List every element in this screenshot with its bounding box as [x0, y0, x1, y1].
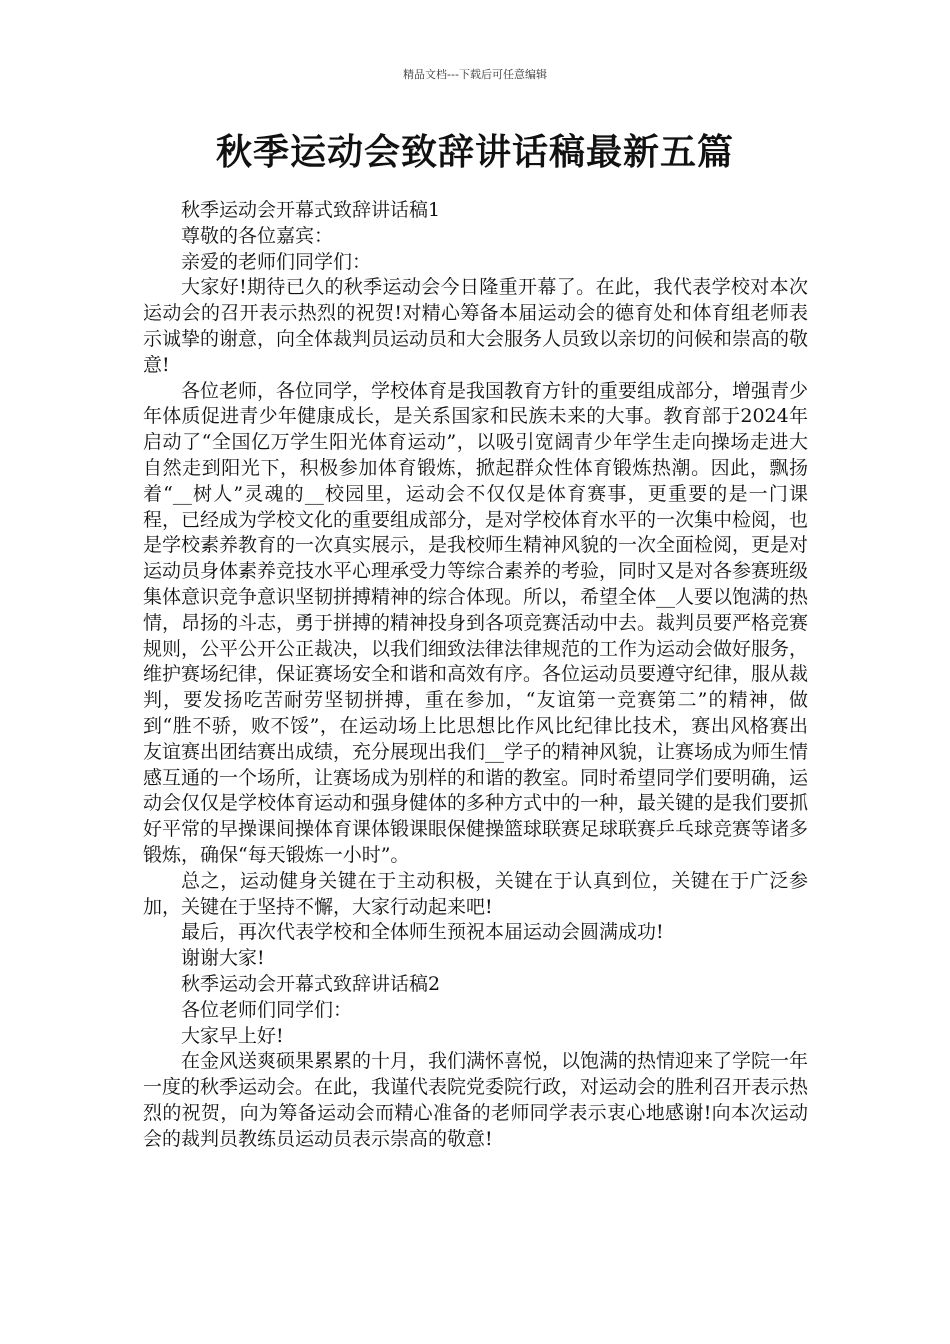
- body-paragraph: 大家好!期待已久的秋季运动会今日隆重开幕了。在此，我代表学校对本次运动会的召开表示热烈的祝贺!对精心筹备本届运动会的德育处和体育组老师表示诚挚的谢意，向全体裁判员运动员和大会服务人员致以亲切的问候和崇高的敬意!: [143, 276, 809, 376]
- body-paragraph: 最后，再次代表学校和全体师生预祝本届运动会圆满成功!: [181, 921, 664, 944]
- salutation-teachers-students: 亲爱的老师们同学们：: [181, 250, 372, 273]
- body-paragraph: 总之，运动健身关键在于主动积极，关键在于认真到位，关键在于广泛参加，关键在于坚持不懈，大家行动起来吧!: [143, 869, 808, 918]
- greeting: 大家早上好!: [181, 1024, 284, 1047]
- closing-thanks: 谢谢大家!: [181, 947, 265, 970]
- document-body: [143, 198, 808, 1152]
- body-paragraph: 在金风送爽硕果累累的十月，我们满怀喜悦，以饱满的热情迎来了学院一年一度的秋季运动会。在此，我谨代表院党委院行政，对运动会的胜利召开表示热烈的祝贺，向为筹备运动会而精心准备的老师同学表示衷心地感谢!向本次运动会的裁判员教练员运动员表示崇高的敬意!: [143, 1050, 809, 1150]
- section-heading-1: 秋季运动会开幕式致辞讲话稿1: [181, 199, 441, 221]
- document-title: 秋季运动会致辞讲话稿最新五篇: [215, 132, 734, 173]
- salutation-teachers-students: 各位老师们同学们：: [181, 998, 353, 1021]
- body-paragraph: 各位老师，各位同学，学校体育是我国教育方针的重要组成部分，增强青少年体质促进青少年健康成长，是关系国家和民族未来的大事。教育部于2024年启动了“全国亿万学生阳光体育运动”，以吸引宽阔青少年学生走向操场走进大自然走到阳光下，积极参加体育锻炼，掀起群众性体育锻炼热潮。因此，飘扬着“__树人”灵魂的__校园里，运动会不仅仅是体育赛事，更重要的是一门课程，已经成为学校文化的重要组成部分，是对学校体育水平的一次集中检阅，也是学校素养教育的一次真实展示，是我校师生精神风貌的一次全面检阅，更是对运动员身体素养竞技水平心理承受力等综合素养的考验，同时又是对各参赛班级集体意识竞争意识坚韧拼搏精神的综合体现。所以，希望全体__人要以饱满的热情，昂扬的斗志，勇于拼搏的精神投身到各项竞赛活动中去。裁判员要严格竞赛规则，公平公开公正裁决，以我们细致法律法律规范的工作为运动会做好服务，维护赛场纪律，保证赛场安全和谐和高效有序。各位运动员要遵守纪律，服从裁判，要发扬吃苦耐劳坚韧拼搏，重在参加，“友谊第一竞赛第二”的精神，做到“胜不骄，败不馁”，在运动场上比思想比作风比纪律比技术，赛出风格赛出友谊赛出团结赛出成绩，充分展现出我们__学子的精神风貌，让赛场成为师生情感互通的一个场所，让赛场成为别样的和谐的教室。同时希望同学们要明确，运动会仅仅是学校体育运动和强身健体的多种方式中的一种，最关键的是我们要抓好平常的早操课间操体育课体锻课眼保健操篮球联赛足球联赛乒乓球竞赛等诸多锻炼，确保“每天锻炼一小时”。: [143, 379, 809, 866]
- page-header-note: 精品文档---下载后可任意编辑: [403, 68, 547, 81]
- salutation-guests: 尊敬的各位嘉宾：: [181, 224, 334, 247]
- section-heading-2: 秋季运动会开幕式致辞讲话稿2: [181, 972, 441, 995]
